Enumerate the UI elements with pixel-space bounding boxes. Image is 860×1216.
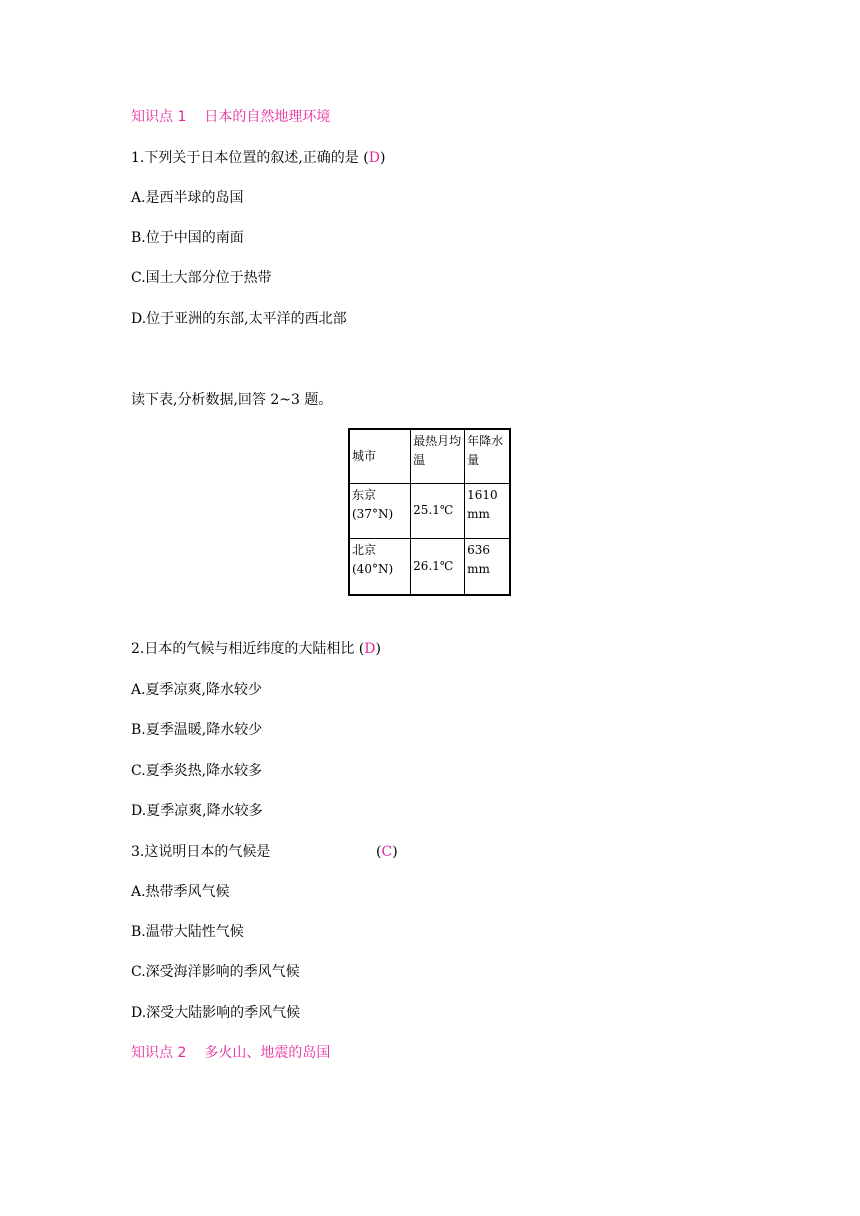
question-2-option-c: C.夏季炎热,降水较多 (131, 763, 263, 779)
question-2-option-b: B.夏季温暖,降水较少 (131, 722, 263, 738)
table-row (349, 538, 510, 595)
question-3-option-b: B.温带大陆性气候 (131, 924, 244, 940)
cell-rain: 1610 mm (465, 484, 510, 539)
question-1-option-c: C.国土大部分位于热带 (131, 270, 272, 286)
table-intro: 读下表,分析数据,回答 2~3 题。 (131, 392, 333, 408)
climate-table (348, 428, 511, 596)
section-1-title: 日本的自然地理环境 (204, 109, 331, 125)
header-temp: 最热月均温 (411, 429, 465, 484)
answer-letter: D (364, 641, 376, 657)
cell-temp: 25.1℃ (411, 484, 465, 539)
header-city: 城市 (349, 429, 411, 484)
cell-city: 东京 (37°N) (349, 484, 411, 539)
question-2-stem (131, 640, 381, 658)
question-3-stem: 3.这说明日本的气候是 (131, 844, 271, 860)
answer-letter: D (368, 150, 380, 166)
cell-rain: 636 mm (465, 538, 510, 595)
table-row (349, 484, 510, 539)
table-header-row (349, 429, 510, 484)
section-1-number: 知识点 1 (131, 109, 187, 125)
section-heading-2 (131, 1044, 330, 1062)
section-2-title: 多火山、地震的岛国 (204, 1045, 331, 1061)
question-3-answer (376, 843, 398, 861)
answer-letter: C (381, 844, 393, 860)
question-3-option-d: D.深受大陆影响的季风气候 (131, 1005, 301, 1021)
question-3-option-c: C.深受海洋影响的季风气候 (131, 964, 300, 980)
question-1-stem (131, 149, 385, 167)
cell-temp: 26.1℃ (411, 538, 465, 595)
question-1-option-b: B.位于中国的南面 (131, 230, 244, 246)
question-1-option-a: A.是西半球的岛国 (131, 190, 244, 206)
header-rain: 年降水量 (465, 429, 510, 484)
cell-city: 北京 (40°N) (349, 538, 411, 595)
open-paren: ( (376, 844, 382, 860)
question-3-option-a: A.热带季风气候 (131, 884, 230, 900)
question-text: 2.日本的气候与相近纬度的大陆相比 ( (131, 641, 365, 657)
question-1-option-d: D.位于亚洲的东部,太平洋的西北部 (131, 311, 347, 327)
question-2-option-a: A.夏季凉爽,降水较少 (131, 682, 263, 698)
close-paren: ) (379, 150, 386, 166)
question-2-option-d: D.夏季凉爽,降水较多 (131, 803, 263, 819)
close-paren: ) (392, 844, 398, 860)
section-2-number: 知识点 2 (131, 1045, 187, 1061)
close-paren: ) (375, 641, 381, 657)
section-heading-1 (131, 108, 330, 126)
question-text: 1.下列关于日本位置的叙述,正确的是 ( (131, 150, 369, 166)
